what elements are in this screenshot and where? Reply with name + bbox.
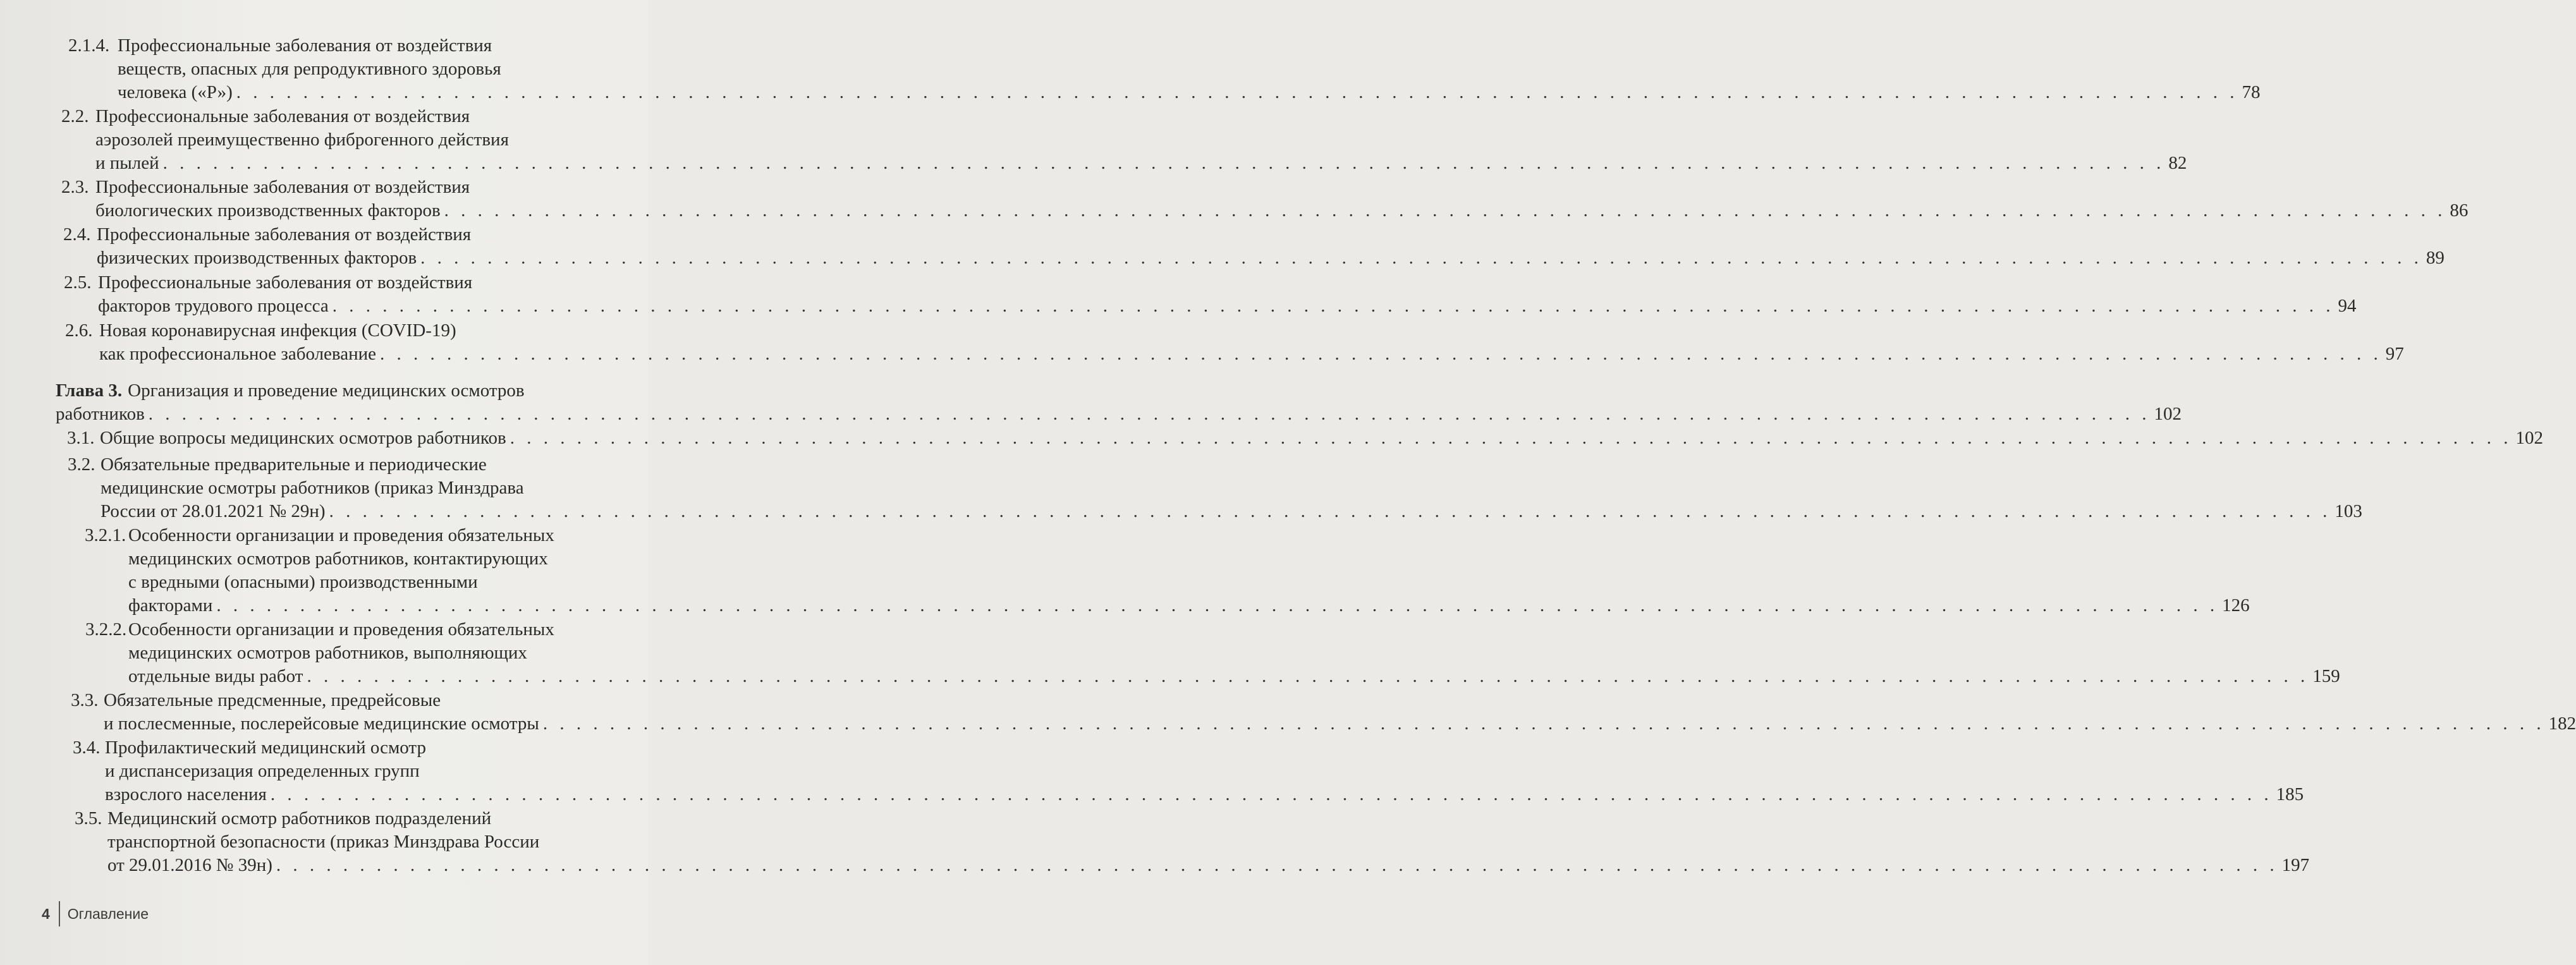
toc-entry-title-line: как профессиональное заболевание — [99, 344, 377, 364]
toc-entry-number: 3.5. — [75, 808, 102, 828]
toc-entry-number: 3.2.1. — [85, 525, 126, 545]
toc-entry[interactable] — [85, 618, 2340, 688]
toc-entry[interactable] — [71, 689, 2576, 736]
toc-entry[interactable] — [65, 319, 2404, 366]
toc-entry-title-line: человека («Р») — [118, 82, 233, 102]
dot-leader: . . . . . . . . . . . . . . . . . . . . . . . . . . . . . . . . . . . . . . . . . . . . . . . . . . . . . . . . . . . . . . . . . . . . . . . . . . . . . . . . . . . . . . . . . . . . . . . . . . . . . . . . . . . . . . . . . . . . . . . . — [329, 501, 2331, 521]
toc-entry-title-line: работников — [56, 404, 145, 424]
dot-leader: . . . . . . . . . . . . . . . . . . . . . . . . . . . . . . . . . . . . . . . . . . . . . . . . . . . . . . . . . . . . . . . . . . . . . . . . . . . . . . . . . . . . . . . . . . . . . . . . . . . . . . . . . . . . . . . . . . . . . . . . — [270, 784, 2273, 804]
dot-leader: . . . . . . . . . . . . . . . . . . . . . . . . . . . . . . . . . . . . . . . . . . . . . . . . . . . . . . . . . . . . . . . . . . . . . . . . . . . . . . . . . . . . . . . . . . . . . . . . . . . . . . . . . . . . . . . . . . . . . . . . — [420, 248, 2422, 268]
dot-leader: . . . . . . . . . . . . . . . . . . . . . . . . . . . . . . . . . . . . . . . . . . . . . . . . . . . . . . . . . . . . . . . . . . . . . . . . . . . . . . . . . . . . . . . . . . . . . . . . . . . . . . . . . . . . . . . . . . . . . . . . — [332, 296, 2335, 316]
dot-leader: . . . . . . . . . . . . . . . . . . . . . . . . . . . . . . . . . . . . . . . . . . . . . . . . . . . . . . . . . . . . . . . . . . . . . . . . . . . . . . . . . . . . . . . . . . . . . . . . . . . . . . . . . . . . . . . . . . . . . . . . — [216, 595, 2219, 616]
toc-entry-number: 2.2. — [61, 106, 89, 126]
toc-entry[interactable] — [64, 271, 2357, 318]
toc-page-number: 103 — [2335, 501, 2362, 521]
toc-entry-title-line: Профессиональные заболевания от воздействия — [95, 106, 470, 126]
toc-entry[interactable] — [85, 524, 2250, 617]
toc-entry-number: 3.2. — [68, 454, 95, 475]
toc-entry-title-line: Обязательные предсменные, предрейсовые — [104, 690, 441, 710]
dot-leader: . . . . . . . . . . . . . . . . . . . . . . . . . . . . . . . . . . . . . . . . . . . . . . . . . . . . . . . . . . . . . . . . . . . . . . . . . . . . . . . . . . . . . . . . . . . . . . . . . . . . . . . . . . . . . . . . . . . . . . . . — [276, 855, 2278, 875]
toc-entry-title-line: медицинских осмотров работников, контактирующих — [128, 549, 548, 569]
toc-entry-title-line: Профилактический медицинский осмотр — [105, 737, 426, 758]
toc-page-number: 102 — [2154, 404, 2182, 424]
toc-entry[interactable] — [75, 807, 2310, 877]
toc-entry-title-line: физических производственных факторов — [97, 248, 417, 268]
dot-leader: . . . . . . . . . . . . . . . . . . . . . . . . . . . . . . . . . . . . . . . . . . . . . . . . . . . . . . . . . . . . . . . . . . . . . . . . . . . . . . . . . . . . . . . . . . . . . . . . . . . . . . . . . . . . . . . . . . . . . . . . — [444, 200, 2446, 221]
toc-page-number: 185 — [2276, 784, 2304, 804]
toc-entry[interactable] — [56, 379, 2182, 426]
toc-entry-title-line: медицинские осмотры работников (приказ Минздрава — [101, 478, 524, 498]
page-footer — [42, 901, 149, 926]
dot-leader: . . . . . . . . . . . . . . . . . . . . . . . . . . . . . . . . . . . . . . . . . . . . . . . . . . . . . . . . . . . . . . . . . . . . . . . . . . . . . . . . . . . . . . . . . . . . . . . . . . . . . . . . . . . . . . . . . . . . . . . . — [510, 428, 2512, 448]
toc-page-number: 182 — [2548, 713, 2576, 734]
toc-entry-number: 2.1.4. — [68, 35, 110, 56]
toc-entry-number: 2.5. — [64, 272, 92, 293]
toc-entry-title-line: биологических производственных факторов — [95, 200, 441, 221]
toc-entry-number: 2.4. — [63, 224, 91, 245]
toc-entry[interactable] — [63, 223, 2445, 270]
toc-entry[interactable] — [67, 427, 2543, 450]
toc-page-number: 94 — [2338, 296, 2357, 316]
toc-page-number: 78 — [2242, 82, 2261, 102]
toc-entry-number: 3.1. — [67, 428, 95, 448]
dot-leader: . . . . . . . . . . . . . . . . . . . . . . . . . . . . . . . . . . . . . . . . . . . . . . . . . . . . . . . . . . . . . . . . . . . . . . . . . . . . . . . . . . . . . . . . . . . . . . . . . . . . . . . . . . . . . . . . . . . . . . . . — [236, 82, 2238, 102]
toc-page-number: 197 — [2281, 855, 2310, 875]
toc-entry-title-line: и пылей — [95, 153, 159, 173]
toc-entry-number: 3.4. — [73, 737, 101, 758]
dot-leader: . . . . . . . . . . . . . . . . . . . . . . . . . . . . . . . . . . . . . . . . . . . . . . . . . . . . . . . . . . . . . . . . . . . . . . . . . . . . . . . . . . . . . . . . . . . . . . . . . . . . . . . . . . . . . . . . . . . . . . . . — [380, 344, 2382, 364]
toc-entry-number: Глава 3. — [56, 380, 123, 401]
toc-entry[interactable] — [61, 176, 2469, 222]
toc-entry-number: 2.3. — [61, 177, 89, 197]
toc-page-number: 82 — [2168, 153, 2187, 173]
toc-entry[interactable] — [73, 736, 2304, 806]
toc-entry-title-line: медицинских осмотров работников, выполняющих — [128, 643, 527, 663]
toc-entry-title-line: Профессиональные заболевания от воздействия — [98, 272, 473, 293]
toc-entry-title-line: от 29.01.2016 № 39н) — [107, 855, 272, 875]
toc-entry-title-line: России от 28.01.2021 № 29н) — [101, 501, 326, 521]
footer-divider — [59, 901, 60, 926]
toc-entry-title-line: Особенности организации и проведения обязательных — [128, 525, 554, 545]
toc-entry[interactable] — [61, 105, 2187, 175]
dot-leader: . . . . . . . . . . . . . . . . . . . . . . . . . . . . . . . . . . . . . . . . . . . . . . . . . . . . . . . . . . . . . . . . . . . . . . . . . . . . . . . . . . . . . . . . . . . . . . . . . . . . . . . . . . . . . . . . . . . . . . . . — [162, 153, 2165, 173]
toc-entry[interactable] — [68, 453, 2362, 523]
toc-entry-title-line: Общие вопросы медицинских осмотров работников — [100, 428, 506, 448]
toc-entry-title-line: отдельные виды работ — [128, 666, 303, 686]
footer-section-title: Оглавление — [67, 905, 149, 922]
toc-page-number: 126 — [2222, 595, 2250, 616]
toc-entry-title-line: Особенности организации и проведения обязательных — [128, 619, 554, 640]
toc-page-number: 159 — [2312, 666, 2340, 686]
toc-entry-title-line: и диспансеризация определенных групп — [105, 761, 420, 781]
dot-leader: . . . . . . . . . . . . . . . . . . . . . . . . . . . . . . . . . . . . . . . . . . . . . . . . . . . . . . . . . . . . . . . . . . . . . . . . . . . . . . . . . . . . . . . . . . . . . . . . . . . . . . . . . . . . . . . . . . . . . . . . — [542, 713, 2545, 734]
toc-page-number: 97 — [2385, 344, 2404, 364]
toc-entry-number: 2.6. — [65, 320, 93, 341]
toc-entry-title-line: Организация и проведение медицинских осмотров — [128, 380, 525, 401]
toc-page-number: 86 — [2450, 200, 2469, 221]
dot-leader: . . . . . . . . . . . . . . . . . . . . . . . . . . . . . . . . . . . . . . . . . . . . . . . . . . . . . . . . . . . . . . . . . . . . . . . . . . . . . . . . . . . . . . . . . . . . . . . . . . . . . . . . . . . . . . . . . . . . . . . . — [148, 404, 2151, 424]
toc-entry-number: 3.2.2. — [85, 619, 127, 640]
toc-entry-title-line: Профессиональные заболевания от воздействия — [95, 177, 470, 197]
toc-entry-number: 3.3. — [71, 690, 99, 710]
page-number: 4 — [42, 905, 50, 922]
toc-entry-title-line: Новая коронавирусная инфекция (COVID-19) — [99, 320, 456, 341]
toc-page-number: 89 — [2426, 248, 2445, 268]
toc-entry-title-line: Обязательные предварительные и периодические — [101, 454, 487, 475]
toc-entry-title-line: взрослого населения — [105, 784, 267, 804]
toc-page-number: 102 — [2515, 428, 2543, 448]
toc-entry-title-line: Профессиональные заболевания от воздействия — [118, 35, 492, 56]
toc-entry-title-line: факторами — [128, 595, 213, 616]
toc-entry-title-line: и послесменные, послерейсовые медицинские осмотры — [104, 713, 539, 734]
toc-entry-title-line: факторов трудового процесса — [98, 296, 329, 316]
toc-entry-title-line: аэрозолей преимущественно фиброгенного действия — [95, 130, 509, 150]
toc-entry[interactable] — [68, 34, 2261, 104]
toc-entry-title-line: Профессиональные заболевания от воздействия — [97, 224, 472, 245]
toc-entry-title-line: с вредными (опасными) производственными — [128, 572, 478, 592]
dot-leader: . . . . . . . . . . . . . . . . . . . . . . . . . . . . . . . . . . . . . . . . . . . . . . . . . . . . . . . . . . . . . . . . . . . . . . . . . . . . . . . . . . . . . . . . . . . . . . . . . . . . . . . . . . . . . . . . . . . . . . . . — [307, 666, 2309, 686]
toc-entry-title-line: транспортной безопасности (приказ Минздрава России — [107, 832, 540, 852]
toc-entry-title-line: Медицинский осмотр работников подразделений — [107, 808, 492, 828]
toc-entry-title-line: веществ, опасных для репродуктивного здоровья — [118, 59, 501, 79]
